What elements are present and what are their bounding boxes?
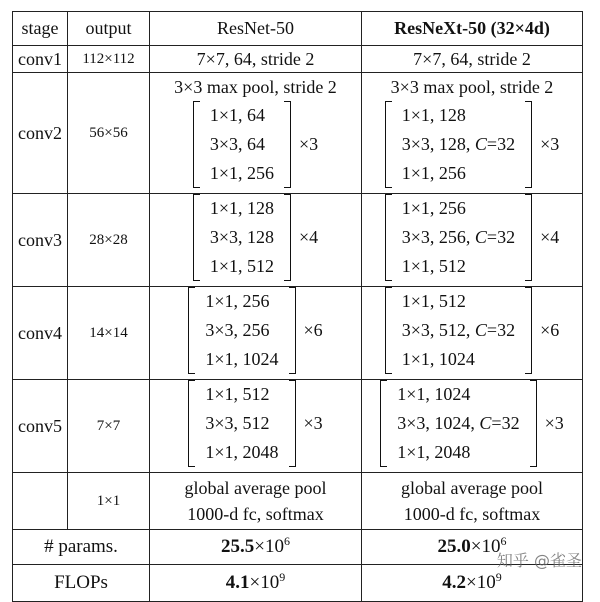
conv5-stage: conv5 bbox=[13, 380, 68, 473]
conv2-resnet-cell bbox=[150, 101, 362, 194]
conv4-resnet-line: 3×3, 256 bbox=[205, 320, 270, 340]
conv2-stage: conv2 bbox=[13, 73, 68, 194]
conv1-row bbox=[13, 46, 583, 73]
fc-output: 1×1 bbox=[68, 473, 150, 530]
conv3-resnet-line: 1×1, 128 bbox=[209, 198, 274, 218]
conv2-resnet-line: 1×1, 64 bbox=[209, 105, 265, 125]
flops-resnext-base: 4.2 bbox=[442, 572, 467, 593]
params-resnet-base: 25.5 bbox=[221, 536, 255, 557]
flops-resnet-base: 4.1 bbox=[225, 572, 250, 593]
conv5-output: 7×7 bbox=[68, 380, 150, 473]
conv3-resnext-bracket bbox=[385, 194, 532, 281]
conv5-resnet-cell bbox=[150, 380, 362, 473]
conv4-output: 14×14 bbox=[68, 287, 150, 380]
architecture-table-wrapper bbox=[12, 11, 583, 602]
params-resnet-exp: 6 bbox=[283, 534, 290, 548]
conv1-stage: conv1 bbox=[13, 46, 68, 73]
fc-resnet-line: global average pool bbox=[184, 478, 327, 498]
conv4-stage: conv4 bbox=[13, 287, 68, 380]
conv3-resnext-cell bbox=[362, 194, 583, 287]
fc-resnet-line: 1000-d fc, softmax bbox=[187, 504, 324, 524]
conv4-resnext-bracket bbox=[385, 287, 532, 374]
conv3-output: 28×28 bbox=[68, 194, 150, 287]
header-output: output bbox=[68, 12, 150, 46]
conv1-resnet: 7×7, 64, stride 2 bbox=[150, 46, 362, 73]
conv3-resnet-line: 3×3, 128 bbox=[209, 227, 274, 247]
flops-label: FLOPs bbox=[13, 565, 150, 602]
conv5-resnext-cell bbox=[362, 380, 583, 473]
conv2-resnet-line: 1×1, 256 bbox=[209, 163, 274, 183]
conv3-resnet-bracket bbox=[193, 194, 291, 281]
conv3-resnext-mult: ×4 bbox=[540, 227, 560, 247]
conv2-output: 56×56 bbox=[68, 73, 150, 194]
conv4-resnext-mult: ×6 bbox=[540, 320, 560, 340]
conv4-resnet-line: 1×1, 256 bbox=[205, 291, 270, 311]
conv1-resnext: 7×7, 64, stride 2 bbox=[362, 46, 583, 73]
times-ten: ×10 bbox=[249, 572, 280, 593]
conv2-resnext-cell bbox=[362, 101, 583, 194]
params-resnet bbox=[150, 530, 362, 565]
conv3-resnext-line: 3×3, 256, C=32 bbox=[401, 227, 516, 247]
fc-resnet-cell bbox=[150, 473, 362, 530]
header-stage: stage bbox=[13, 12, 68, 46]
conv4-resnet-cell bbox=[150, 287, 362, 380]
conv3-resnet-mult: ×4 bbox=[299, 227, 319, 247]
conv3-resnext-line: 1×1, 512 bbox=[401, 256, 466, 276]
conv4-resnet-bracket bbox=[188, 287, 295, 374]
times-ten: ×10 bbox=[466, 572, 496, 593]
params-label: # params. bbox=[13, 530, 150, 565]
architecture-table bbox=[12, 11, 583, 602]
conv2-resnext-line: 3×3, 128, C=32 bbox=[401, 134, 516, 154]
conv4-resnet-line: 1×1, 1024 bbox=[205, 349, 279, 369]
conv5-resnext-line: 1×1, 2048 bbox=[397, 442, 471, 462]
conv3-resnet-cell bbox=[150, 194, 362, 287]
conv2-resnext-mult: ×3 bbox=[540, 134, 560, 154]
conv5-resnet-line: 1×1, 512 bbox=[205, 384, 270, 404]
conv2-resnext-bracket bbox=[385, 101, 532, 188]
times-ten: ×10 bbox=[254, 536, 284, 557]
conv5-row bbox=[13, 380, 583, 473]
conv2-pool-resnext: 3×3 max pool, stride 2 bbox=[362, 73, 583, 102]
conv5-resnext-line: 1×1, 1024 bbox=[397, 384, 471, 404]
conv2-pool-resnet: 3×3 max pool, stride 2 bbox=[150, 73, 362, 102]
fc-resnext-cell bbox=[362, 473, 583, 530]
conv3-row bbox=[13, 194, 583, 287]
conv2-pool-row bbox=[13, 73, 583, 102]
conv4-resnet-mult: ×6 bbox=[303, 320, 323, 340]
params-resnext-base: 25.0 bbox=[437, 536, 471, 557]
conv2-resnext-line: 1×1, 256 bbox=[401, 163, 466, 183]
flops-resnet bbox=[150, 565, 362, 602]
fc-resnext-line: global average pool bbox=[401, 478, 543, 498]
conv3-resnet-line: 1×1, 512 bbox=[209, 256, 274, 276]
conv3-resnext-line: 1×1, 256 bbox=[401, 198, 466, 218]
conv3-stage: conv3 bbox=[13, 194, 68, 287]
flops-resnext-exp: 9 bbox=[495, 570, 502, 584]
fc-row bbox=[13, 473, 583, 530]
header-resnet: ResNet-50 bbox=[150, 12, 362, 46]
conv5-resnext-bracket bbox=[380, 380, 536, 467]
conv5-resnext-line: 3×3, 1024, C=32 bbox=[397, 413, 520, 433]
conv5-resnet-line: 1×1, 2048 bbox=[205, 442, 279, 462]
params-resnext-exp: 6 bbox=[500, 534, 507, 548]
conv2-resnet-bracket bbox=[193, 101, 291, 188]
conv4-resnext-line: 1×1, 512 bbox=[401, 291, 466, 311]
conv2-resnet-mult: ×3 bbox=[299, 134, 319, 154]
times-ten: ×10 bbox=[470, 536, 501, 557]
conv4-row bbox=[13, 287, 583, 380]
conv4-resnext-cell bbox=[362, 287, 583, 380]
conv1-output: 112×112 bbox=[68, 46, 150, 73]
fc-resnext-line: 1000-d fc, softmax bbox=[403, 504, 541, 524]
conv4-resnext-line: 3×3, 512, C=32 bbox=[401, 320, 516, 340]
conv5-resnet-line: 3×3, 512 bbox=[205, 413, 270, 433]
fc-stage bbox=[13, 473, 68, 530]
flops-resnet-exp: 9 bbox=[279, 570, 286, 584]
conv5-resnext-mult: ×3 bbox=[544, 413, 564, 433]
conv5-resnet-mult: ×3 bbox=[303, 413, 323, 433]
conv5-resnet-bracket bbox=[188, 380, 295, 467]
conv2-resnet-line: 3×3, 64 bbox=[209, 134, 265, 154]
header-resnext: ResNeXt-50 (32×4d) bbox=[362, 12, 583, 46]
conv4-resnext-line: 1×1, 1024 bbox=[401, 349, 475, 369]
conv2-resnext-line: 1×1, 128 bbox=[401, 105, 466, 125]
watermark: 知乎 @雀圣 bbox=[496, 551, 582, 570]
header-row bbox=[13, 12, 583, 46]
